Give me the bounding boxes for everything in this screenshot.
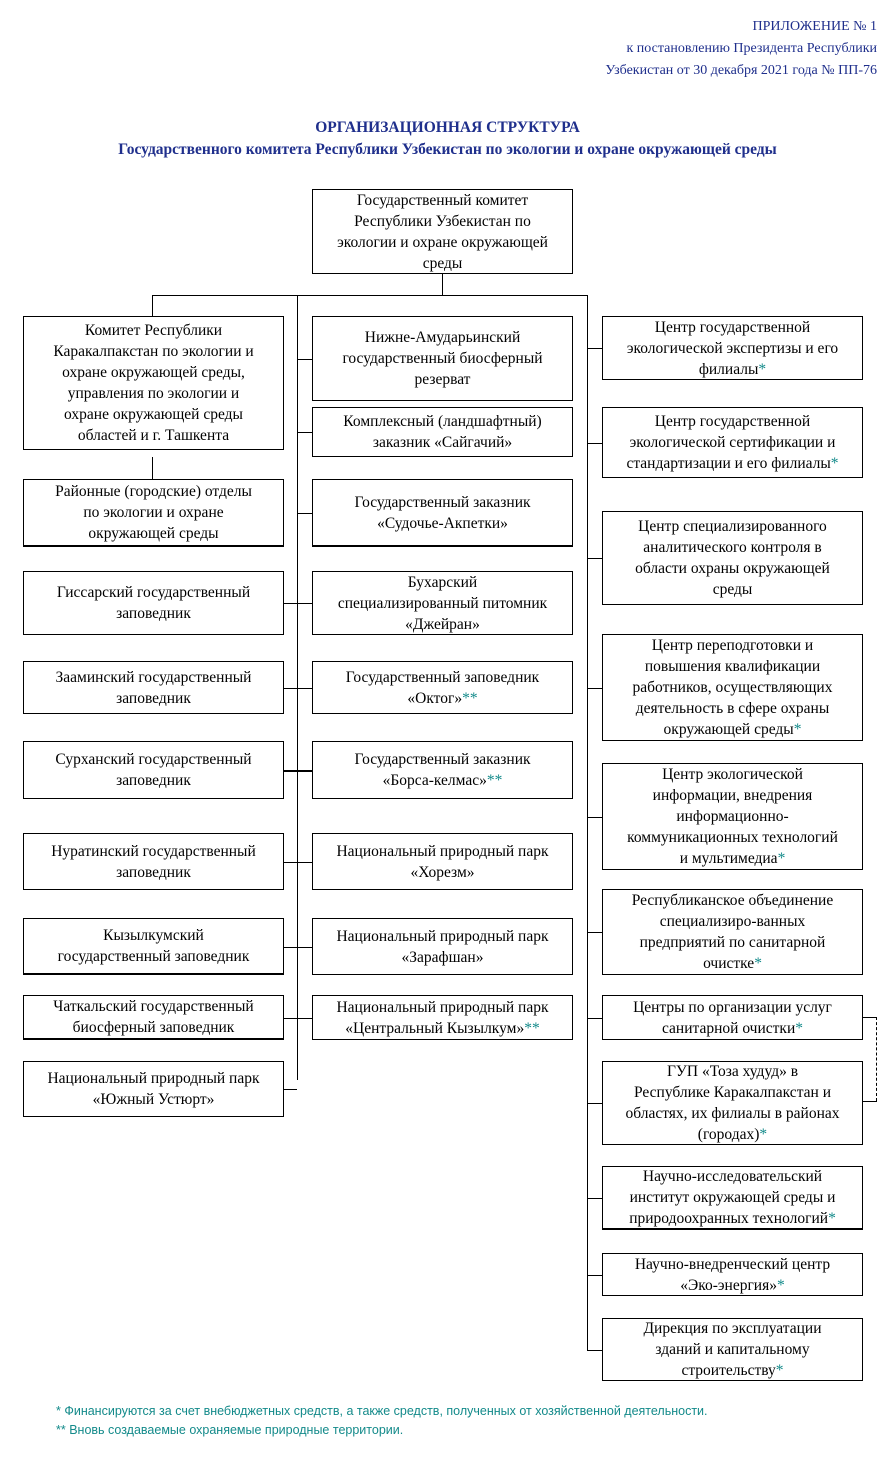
left-box-6-label: Нуратинский государственный заповедник — [51, 842, 256, 881]
right-box-4-label: Центр переподготовки и повышения квалификации работников, осуществляющих деятельность в сфере охраны окружающей среды* — [632, 637, 833, 738]
left-drop-line — [152, 295, 153, 316]
left-box-8-label: Чаткальский государственный биосферный заповедник — [53, 998, 254, 1036]
middle-box-5 — [312, 661, 573, 714]
middle-branch-line — [297, 862, 312, 863]
left-box-2 — [23, 479, 284, 547]
middle-box-1 — [312, 316, 573, 401]
left-box-9 — [23, 1061, 284, 1117]
left-box-6 — [23, 833, 284, 890]
right-box-2-label: Центр государственной экологической сертификации и стандартизации и его филиалы* — [626, 413, 839, 472]
footnote-1: * Финансируются за счет внебюджетных средств, а также средств, полученных от хозяйственной деятельности. — [56, 1404, 708, 1418]
right-spine-line — [587, 295, 588, 1350]
right-box-3 — [602, 511, 863, 605]
left-branch-line — [284, 1089, 297, 1090]
right-branch-line — [587, 348, 602, 349]
middle-branch-line — [297, 432, 312, 433]
middle-box-6 — [312, 741, 573, 799]
right-box-4 — [602, 634, 863, 741]
middle-box-2 — [312, 407, 573, 457]
middle-branch-line — [297, 947, 312, 948]
left-box-9-label: Национальный природный парк «Южный Устюрт» — [47, 1070, 260, 1108]
middle-box-9-footnote-mark: ** — [524, 1019, 540, 1037]
middle-box-5-label: Государственный заповедник «Октог»** — [345, 668, 540, 707]
right-box-6-footnote-mark: * — [754, 955, 762, 972]
right-box-5-label: Центр экологической информации, внедрения информационно- коммуникационных технологий и мультимедиа* — [627, 766, 838, 867]
right-box-4-footnote-mark: * — [793, 721, 802, 738]
right-box-9-footnote-mark: * — [828, 1210, 836, 1227]
right-branch-line — [587, 932, 602, 933]
right-box-2 — [602, 407, 863, 478]
left-box-7 — [23, 918, 284, 975]
middle-branch-line — [297, 359, 312, 360]
right-branch-line — [587, 688, 602, 689]
middle-branch-line — [297, 770, 312, 772]
right-box-5-footnote-mark: * — [777, 850, 786, 867]
right-box-8-label: ГУП «Тоза худуд» в Республике Каракалпакстан и областях, их филиалы в районах (городах)* — [625, 1063, 840, 1143]
right-branch-line — [587, 443, 602, 444]
right-box-2-footnote-mark: * — [830, 455, 839, 472]
middle-box-7-label: Национальный природный парк «Хорезм» — [336, 842, 549, 881]
middle-branch-line — [297, 603, 312, 604]
right-box-1 — [602, 316, 863, 380]
middle-branch-line — [297, 513, 312, 514]
middle-branch-line — [297, 688, 312, 689]
right-branch-line — [587, 817, 602, 818]
middle-box-5-footnote-mark: ** — [462, 689, 478, 707]
sanitary-branch-line — [863, 1017, 877, 1018]
left-box-3-label: Гиссарский государственный заповедник — [56, 584, 251, 622]
right-branch-line — [587, 1103, 602, 1104]
left-box-4 — [23, 661, 284, 714]
left-box-3 — [23, 571, 284, 635]
sanitary-dashed-link — [876, 1017, 877, 1101]
right-box-7 — [602, 995, 863, 1040]
middle-box-6-label: Государственный заказник «Борса-келмас»** — [354, 751, 531, 789]
right-box-11-footnote-mark: * — [775, 1362, 784, 1379]
left-branch-line — [284, 862, 297, 863]
middle-box-4 — [312, 571, 573, 635]
district-connector — [152, 457, 153, 479]
right-box-10-footnote-mark: * — [776, 1276, 785, 1294]
right-box-9-label: Научно-исследовательский институт окружающей среды и природоохранных технологий* — [629, 1168, 836, 1227]
right-box-8 — [602, 1061, 863, 1145]
right-box-10 — [602, 1253, 863, 1296]
right-box-5 — [602, 763, 863, 870]
page-subtitle: Государственного комитета Республики Узбекистан по экологии и охране окружающей среды — [118, 141, 777, 158]
right-box-6-label: Республиканское объединение специализиро-ванных предприятий по санитарной очистке* — [631, 892, 834, 972]
middle-box-7 — [312, 833, 573, 890]
right-box-8-footnote-mark: * — [759, 1126, 768, 1143]
right-box-1-footnote-mark: * — [758, 360, 767, 378]
left-branch-line — [284, 603, 297, 604]
right-box-11-label: Дирекция по эксплуатации зданий и капитальному строительству* — [643, 1320, 822, 1379]
middle-box-4-label: Бухарский специализированный питомник «Джейран» — [337, 573, 548, 633]
right-box-3-label: Центр специализированного аналитического контроля в области охраны окружающей среды — [635, 518, 830, 598]
right-box-6 — [602, 889, 863, 975]
sanitary-branch-line-2 — [863, 1101, 877, 1102]
left-branch-line — [284, 1018, 297, 1019]
left-box-8 — [23, 995, 284, 1040]
middle-box-3 — [312, 479, 573, 547]
top-bus-line — [152, 295, 588, 296]
middle-box-6-footnote-mark: ** — [486, 772, 503, 789]
right-box-7-footnote-mark: * — [795, 1019, 803, 1037]
root-box: Государственный комитет Республики Узбекистан по экологии и охране окружающей среды — [312, 189, 573, 274]
left-branch-line — [284, 947, 297, 948]
left-box-4-label: Зааминский государственный заповедник — [55, 668, 252, 707]
middle-box-9-label: Национальный природный парк «Центральный Кызылкум»** — [336, 998, 549, 1037]
left-branch-line — [284, 770, 297, 772]
footnote-2: ** Вновь создаваемые охраняемые природные территории. — [56, 1423, 404, 1437]
right-box-9 — [602, 1166, 863, 1230]
right-box-10-label: Научно-внедренческий центр «Эко-энергия»* — [634, 1255, 831, 1294]
root-connector — [442, 274, 443, 296]
middle-box-1-label: Нижне-Амударьинский государственный биосферный резерват — [342, 329, 543, 388]
left-box-1-label: Комитет Республики Каракалпакстан по экологии и охране окружающей среды, управления по экологии и охране окружающей среды областей и г. Ташкента — [53, 322, 254, 444]
left-branch-line — [284, 688, 297, 689]
page-title: ОРГАНИЗАЦИОННАЯ СТРУКТУРА — [315, 119, 580, 136]
left-box-2-label: Районные (городские) отделы по экологии и охране окружающей среды — [55, 483, 252, 542]
left-box-5-label: Сурханский государственный заповедник — [55, 751, 252, 789]
right-branch-line — [587, 1198, 602, 1199]
right-branch-line — [587, 1350, 602, 1351]
appendix-line-2: к постановлению Президента Республики — [626, 41, 877, 56]
right-branch-line — [587, 1018, 602, 1019]
right-box-7-label: Центры по организации услуг санитарной очистки* — [633, 998, 832, 1037]
middle-box-8 — [312, 918, 573, 975]
middle-box-8-label: Национальный природный парк «Зарафшан» — [336, 927, 549, 966]
left-box-1 — [23, 316, 284, 450]
right-box-1-label: Центр государственной экологической экспертизы и его филиалы* — [626, 318, 839, 378]
middle-box-2-label: Комплексный (ландшафтный) заказник «Сайгачий» — [343, 413, 542, 451]
middle-box-9 — [312, 995, 573, 1040]
appendix-line-1: ПРИЛОЖЕНИЕ № 1 — [752, 19, 877, 34]
right-branch-line — [587, 558, 602, 559]
appendix-header — [547, 16, 877, 82]
right-box-11 — [602, 1318, 863, 1381]
middle-branch-line — [297, 1018, 312, 1019]
appendix-line-3: Узбекистан от 30 декабря 2021 года № ПП-76 — [605, 63, 877, 78]
left-box-7-label: Кызылкумский государственный заповедник — [57, 927, 250, 965]
middle-box-3-label: Государственный заказник «Судочье-Акпетки» — [354, 493, 531, 532]
left-box-5 — [23, 741, 284, 799]
right-branch-line — [587, 1275, 602, 1276]
